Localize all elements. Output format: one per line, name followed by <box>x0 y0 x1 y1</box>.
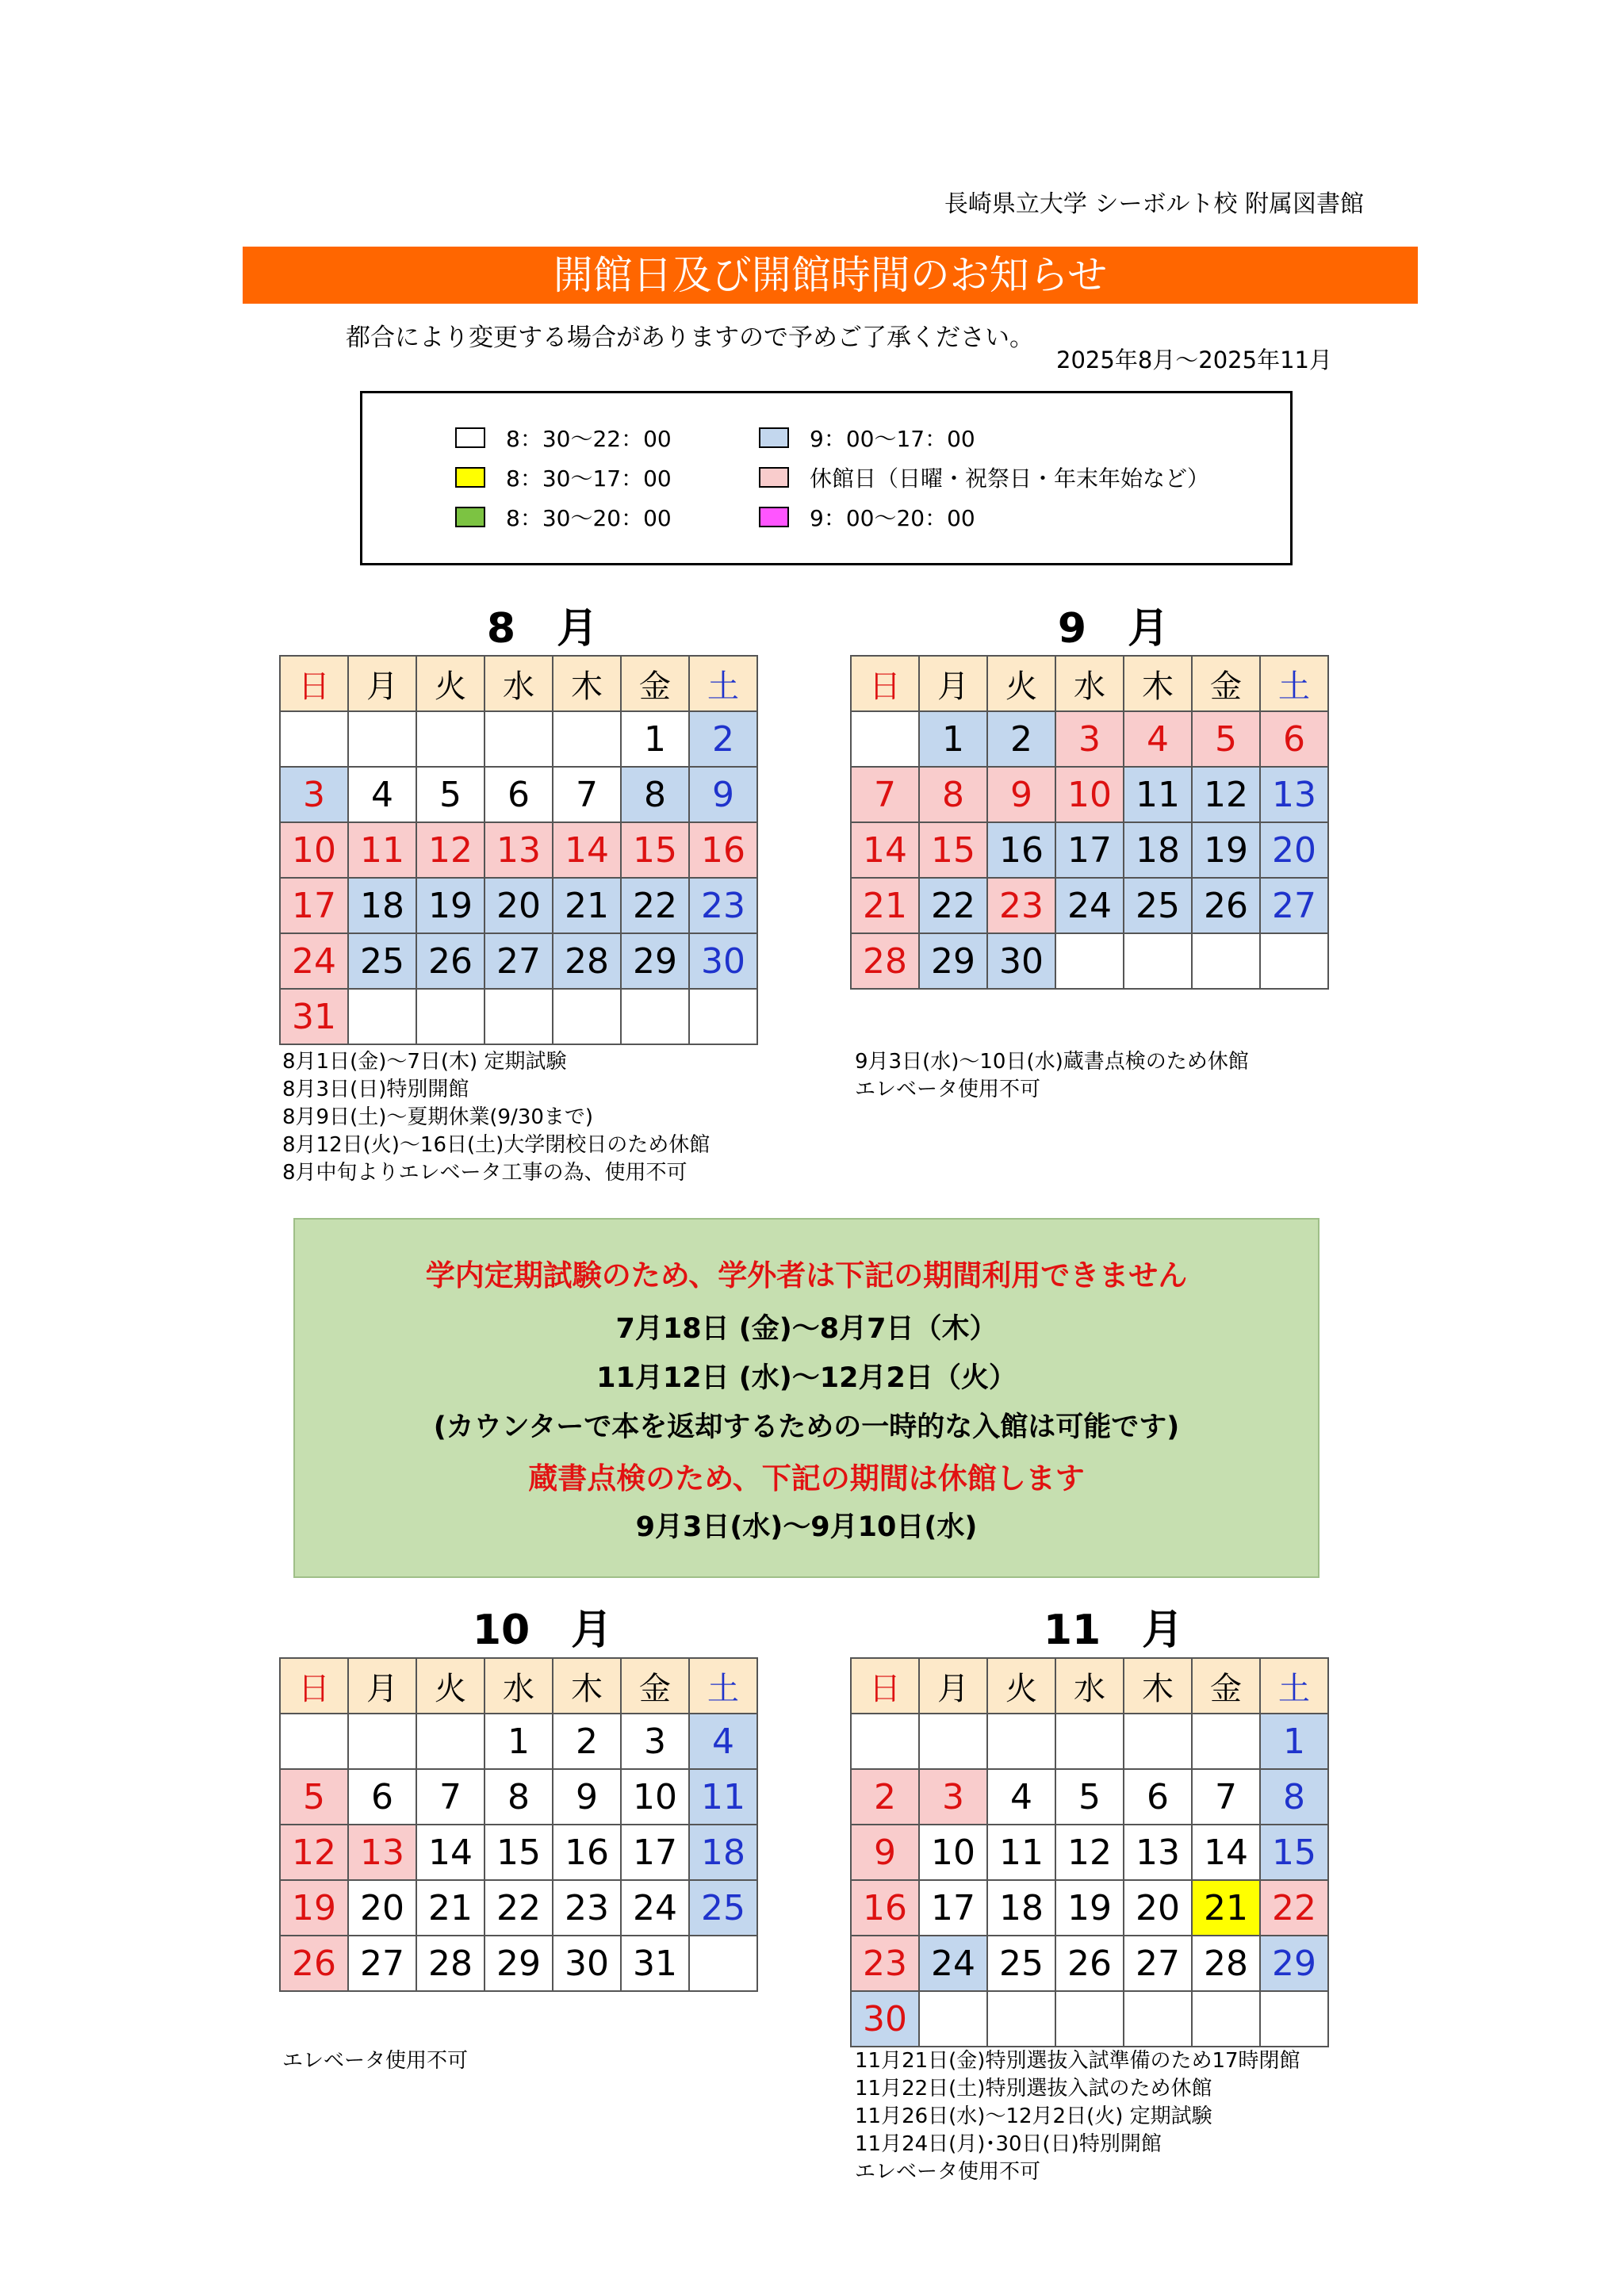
month-title-oct: 10 月 <box>472 1607 613 1654</box>
empty-day-cell <box>1055 933 1124 989</box>
day-cell: 26 <box>416 933 485 989</box>
week-row <box>280 1769 757 1825</box>
day-cell: 18 <box>689 1825 757 1880</box>
day-cell: 17 <box>280 878 348 933</box>
empty-day-cell <box>1192 933 1260 989</box>
month-title-nov: 11 月 <box>1043 1607 1184 1654</box>
day-cell: 20 <box>1260 822 1328 878</box>
note-line: 11月26日(水)〜12月2日(火) 定期試験 <box>855 2104 1212 2128</box>
day-cell: 13 <box>348 1825 416 1880</box>
day-cell: 2 <box>689 711 757 767</box>
day-cell: 16 <box>689 822 757 878</box>
day-cell: 11 <box>987 1825 1055 1880</box>
weekday-label: 月 <box>348 1658 416 1714</box>
day-cell: 12 <box>280 1825 348 1880</box>
day-cell: 29 <box>919 933 987 989</box>
empty-day-cell <box>689 989 757 1044</box>
day-cell: 25 <box>987 1936 1055 1991</box>
day-cell: 13 <box>1124 1825 1192 1880</box>
weekday-label: 月 <box>919 1658 987 1714</box>
day-cell: 23 <box>851 1936 919 1991</box>
week-row <box>280 1714 757 1769</box>
week-row <box>851 878 1328 933</box>
empty-day-cell <box>1124 1714 1192 1769</box>
day-cell: 6 <box>1260 711 1328 767</box>
weekday-label: 金 <box>621 1658 689 1714</box>
day-cell: 3 <box>1055 711 1124 767</box>
day-cell: 3 <box>919 1769 987 1825</box>
announcement-closure-period: 9月3日(水)〜9月10日(水) <box>635 1511 978 1543</box>
day-cell: 7 <box>1192 1769 1260 1825</box>
day-cell: 29 <box>485 1936 553 1991</box>
empty-day-cell <box>416 989 485 1044</box>
weekday-label: 木 <box>553 1658 621 1714</box>
day-cell: 23 <box>689 878 757 933</box>
day-cell: 25 <box>689 1880 757 1936</box>
empty-day-cell <box>485 711 553 767</box>
day-cell: 3 <box>280 767 348 822</box>
day-cell: 25 <box>348 933 416 989</box>
calendar-sep <box>850 655 1329 990</box>
week-row <box>851 1880 1328 1936</box>
legend-swatch <box>759 507 789 527</box>
week-row <box>851 767 1328 822</box>
legend-label: 8：30〜22：00 <box>506 426 672 452</box>
day-cell: 10 <box>280 822 348 878</box>
week-row <box>280 933 757 989</box>
legend-swatch <box>455 427 485 448</box>
day-cell: 12 <box>1192 767 1260 822</box>
weekday-label: 金 <box>1192 1658 1260 1714</box>
weekday-label: 火 <box>416 656 485 711</box>
day-cell: 31 <box>280 989 348 1044</box>
day-cell: 1 <box>621 711 689 767</box>
day-cell: 24 <box>621 1880 689 1936</box>
weekday-label: 木 <box>1124 1658 1192 1714</box>
day-cell: 12 <box>416 822 485 878</box>
day-cell: 10 <box>919 1825 987 1880</box>
day-cell: 13 <box>485 822 553 878</box>
day-cell: 22 <box>1260 1880 1328 1936</box>
day-cell: 20 <box>348 1880 416 1936</box>
weekday-header <box>280 1658 757 1714</box>
page-title: 開館日及び開館時間のお知らせ <box>243 247 1418 304</box>
day-cell: 25 <box>1124 878 1192 933</box>
legend-swatch <box>759 467 789 488</box>
legend-label: 8：30〜17：00 <box>506 465 672 492</box>
day-cell: 6 <box>485 767 553 822</box>
day-cell: 11 <box>348 822 416 878</box>
week-row <box>280 1880 757 1936</box>
day-cell: 24 <box>1055 878 1124 933</box>
calendar-oct <box>279 1657 758 1992</box>
library-name: 長崎県立大学 シーボルト校 附属図書館 <box>944 190 1364 218</box>
day-cell: 15 <box>485 1825 553 1880</box>
note-line: 8月1日(金)〜7日(木) 定期試験 <box>282 1050 567 1074</box>
empty-day-cell <box>689 1936 757 1991</box>
day-cell: 9 <box>689 767 757 822</box>
weekday-label: 金 <box>1192 656 1260 711</box>
day-cell: 28 <box>416 1936 485 1991</box>
day-cell: 27 <box>485 933 553 989</box>
weekday-header <box>280 656 757 711</box>
weekday-label: 土 <box>689 1658 757 1714</box>
day-cell: 24 <box>919 1936 987 1991</box>
legend-item <box>455 461 672 493</box>
day-cell: 23 <box>987 878 1055 933</box>
empty-day-cell <box>1192 1991 1260 2047</box>
day-cell: 22 <box>621 878 689 933</box>
week-row <box>280 989 757 1044</box>
notes-sep <box>855 1048 1249 1104</box>
calendar-nov <box>850 1657 1329 2047</box>
empty-day-cell <box>919 1991 987 2047</box>
month-title-aug: 8 月 <box>486 605 599 653</box>
weekday-label: 金 <box>621 656 689 711</box>
day-cell: 2 <box>553 1714 621 1769</box>
day-cell: 14 <box>416 1825 485 1880</box>
day-cell: 7 <box>416 1769 485 1825</box>
empty-day-cell <box>553 989 621 1044</box>
weekday-label: 水 <box>485 656 553 711</box>
empty-day-cell <box>485 989 553 1044</box>
day-cell: 5 <box>280 1769 348 1825</box>
day-cell: 1 <box>485 1714 553 1769</box>
week-row <box>280 822 757 878</box>
empty-day-cell <box>348 989 416 1044</box>
week-row <box>851 1825 1328 1880</box>
day-cell: 29 <box>1260 1936 1328 1991</box>
weekday-label: 月 <box>919 656 987 711</box>
day-cell: 15 <box>1260 1825 1328 1880</box>
week-row <box>851 933 1328 989</box>
weekday-label: 日 <box>280 1658 348 1714</box>
day-cell: 18 <box>1124 822 1192 878</box>
day-cell: 28 <box>553 933 621 989</box>
day-cell: 19 <box>1055 1880 1124 1936</box>
day-cell: 16 <box>553 1825 621 1880</box>
empty-day-cell <box>1260 1991 1328 2047</box>
announcement-closure-heading: 蔵書点検のため、下記の期間は休館します <box>528 1461 1085 1496</box>
announcement-heading: 学内定期試験のため、学外者は下記の期間利用できません <box>425 1258 1188 1293</box>
empty-day-cell <box>1124 933 1192 989</box>
day-cell: 1 <box>1260 1714 1328 1769</box>
day-cell: 12 <box>1055 1825 1124 1880</box>
empty-day-cell <box>416 1714 485 1769</box>
day-cell: 16 <box>987 822 1055 878</box>
empty-day-cell <box>1260 933 1328 989</box>
month-title-sep: 9 月 <box>1057 605 1170 653</box>
day-cell: 27 <box>1260 878 1328 933</box>
day-cell: 23 <box>553 1880 621 1936</box>
empty-day-cell <box>621 989 689 1044</box>
legend-label: 9：00〜17：00 <box>810 426 975 452</box>
announcement-box <box>293 1218 1320 1578</box>
day-cell: 15 <box>919 822 987 878</box>
week-row <box>851 1769 1328 1825</box>
week-row <box>851 1936 1328 1991</box>
note-line: 11月21日(金)特別選抜入試準備のため17時閉館 <box>855 2049 1300 2073</box>
legend-swatch <box>455 467 485 488</box>
empty-day-cell <box>1192 1714 1260 1769</box>
notes-aug <box>282 1048 710 1187</box>
legend-label: 休館日（日曜・祝祭日・年末年始など） <box>810 465 1210 492</box>
day-cell: 20 <box>485 878 553 933</box>
day-cell: 4 <box>348 767 416 822</box>
day-cell: 26 <box>280 1936 348 1991</box>
calendar-aug <box>279 655 758 1045</box>
note-line: 11月22日(土)特別選抜入試のため休館 <box>855 2077 1212 2101</box>
empty-day-cell <box>348 1714 416 1769</box>
empty-day-cell <box>919 1714 987 1769</box>
day-cell: 19 <box>416 878 485 933</box>
day-cell: 5 <box>1192 711 1260 767</box>
day-cell: 19 <box>280 1880 348 1936</box>
day-cell: 21 <box>851 878 919 933</box>
day-cell: 20 <box>1124 1880 1192 1936</box>
day-cell: 11 <box>1124 767 1192 822</box>
empty-day-cell <box>280 711 348 767</box>
day-cell: 18 <box>987 1880 1055 1936</box>
day-cell: 2 <box>987 711 1055 767</box>
notice-text: 都合により変更する場合がありますので予めご了承ください。 <box>346 324 1034 352</box>
week-row <box>280 767 757 822</box>
day-cell: 30 <box>553 1936 621 1991</box>
weekday-label: 水 <box>1055 1658 1124 1714</box>
day-cell: 21 <box>1192 1880 1260 1936</box>
notes-oct <box>282 2047 468 2075</box>
day-cell: 14 <box>1192 1825 1260 1880</box>
week-row <box>851 711 1328 767</box>
week-row <box>280 878 757 933</box>
day-cell: 6 <box>1124 1769 1192 1825</box>
day-cell: 26 <box>1192 878 1260 933</box>
day-cell: 14 <box>553 822 621 878</box>
legend-label: 9：00〜20：00 <box>810 505 975 531</box>
day-cell: 10 <box>1055 767 1124 822</box>
weekday-label: 火 <box>416 1658 485 1714</box>
weekday-label: 木 <box>1124 656 1192 711</box>
day-cell: 14 <box>851 822 919 878</box>
day-cell: 30 <box>987 933 1055 989</box>
day-cell: 7 <box>851 767 919 822</box>
announcement-period-1: 7月18日 (金)〜8月7日（木） <box>615 1313 998 1345</box>
week-row <box>280 711 757 767</box>
weekday-header <box>851 1658 1328 1714</box>
legend-item <box>455 422 672 454</box>
day-cell: 3 <box>621 1714 689 1769</box>
day-cell: 8 <box>919 767 987 822</box>
day-cell: 13 <box>1260 767 1328 822</box>
day-cell: 26 <box>1055 1936 1124 1991</box>
day-cell: 28 <box>1192 1936 1260 1991</box>
note-line: エレベータ使用不可 <box>855 2160 1041 2184</box>
day-cell: 1 <box>919 711 987 767</box>
note-line: 8月12日(火)〜16日(土)大学閉校日のため休館 <box>282 1133 710 1157</box>
week-row <box>851 1991 1328 2047</box>
empty-day-cell <box>851 1714 919 1769</box>
empty-day-cell <box>348 711 416 767</box>
legend-item <box>759 461 1209 493</box>
day-cell: 17 <box>919 1880 987 1936</box>
empty-day-cell <box>987 1991 1055 2047</box>
note-line: 9月3日(水)〜10日(水)蔵書点検のため休館 <box>855 1050 1249 1074</box>
note-line: 8月9日(土)〜夏期休業(9/30まで) <box>282 1105 594 1129</box>
day-cell: 8 <box>485 1769 553 1825</box>
weekday-label: 日 <box>851 656 919 711</box>
empty-day-cell <box>553 711 621 767</box>
legend-label: 8：30〜20：00 <box>506 505 672 531</box>
empty-day-cell <box>416 711 485 767</box>
note-line: 8月中旬よりエレベータ工事の為、使用不可 <box>282 1161 688 1185</box>
day-cell: 5 <box>1055 1769 1124 1825</box>
day-cell: 19 <box>1192 822 1260 878</box>
empty-day-cell <box>851 711 919 767</box>
day-cell: 28 <box>851 933 919 989</box>
empty-day-cell <box>280 1714 348 1769</box>
weekday-label: 木 <box>553 656 621 711</box>
legend-item <box>455 501 672 533</box>
day-cell: 22 <box>485 1880 553 1936</box>
day-cell: 5 <box>416 767 485 822</box>
weekday-label: 火 <box>987 1658 1055 1714</box>
day-cell: 30 <box>851 1991 919 2047</box>
weekday-label: 土 <box>1260 1658 1328 1714</box>
week-row <box>280 1825 757 1880</box>
week-row <box>851 822 1328 878</box>
weekday-label: 水 <box>485 1658 553 1714</box>
weekday-label: 日 <box>280 656 348 711</box>
day-cell: 9 <box>851 1825 919 1880</box>
weekday-label: 月 <box>348 656 416 711</box>
weekday-label: 土 <box>1260 656 1328 711</box>
day-cell: 17 <box>1055 822 1124 878</box>
day-cell: 21 <box>553 878 621 933</box>
legend-box <box>360 391 1293 565</box>
day-cell: 18 <box>348 878 416 933</box>
day-cell: 31 <box>621 1936 689 1991</box>
note-line: エレベータ使用不可 <box>855 1078 1041 1101</box>
day-cell: 2 <box>851 1769 919 1825</box>
day-cell: 29 <box>621 933 689 989</box>
day-cell: 27 <box>1124 1936 1192 1991</box>
day-cell: 4 <box>1124 711 1192 767</box>
weekday-header <box>851 656 1328 711</box>
day-cell: 22 <box>919 878 987 933</box>
day-cell: 27 <box>348 1936 416 1991</box>
notes-nov <box>855 2047 1300 2186</box>
announcement-note: (カウンターで本を返却するための一時的な入館は可能です) <box>433 1411 1180 1443</box>
day-cell: 9 <box>553 1769 621 1825</box>
legend-item <box>759 422 975 454</box>
note-line: エレベータ使用不可 <box>282 2049 469 2073</box>
weekday-label: 水 <box>1055 656 1124 711</box>
day-cell: 10 <box>621 1769 689 1825</box>
weekday-label: 日 <box>851 1658 919 1714</box>
empty-day-cell <box>1055 1991 1124 2047</box>
weekday-label: 土 <box>689 656 757 711</box>
day-cell: 9 <box>987 767 1055 822</box>
note-line: 11月24日(月)･30日(日)特別開館 <box>855 2132 1162 2156</box>
day-cell: 30 <box>689 933 757 989</box>
day-cell: 7 <box>553 767 621 822</box>
day-cell: 6 <box>348 1769 416 1825</box>
legend-swatch <box>455 507 485 527</box>
weekday-label: 火 <box>987 656 1055 711</box>
note-line: 8月3日(日)特別開館 <box>282 1078 469 1101</box>
day-cell: 11 <box>689 1769 757 1825</box>
day-cell: 8 <box>621 767 689 822</box>
legend-item <box>759 501 975 533</box>
day-cell: 21 <box>416 1880 485 1936</box>
day-cell: 8 <box>1260 1769 1328 1825</box>
week-row <box>851 1714 1328 1769</box>
day-cell: 4 <box>987 1769 1055 1825</box>
period-text: 2025年8月〜2025年11月 <box>1056 347 1332 373</box>
day-cell: 17 <box>621 1825 689 1880</box>
week-row <box>280 1936 757 1991</box>
legend-swatch <box>759 427 789 448</box>
day-cell: 4 <box>689 1714 757 1769</box>
announcement-period-2: 11月12日 (水)〜12月2日（火） <box>596 1362 1017 1394</box>
empty-day-cell <box>1124 1991 1192 2047</box>
empty-day-cell <box>1055 1714 1124 1769</box>
empty-day-cell <box>987 1714 1055 1769</box>
day-cell: 24 <box>280 933 348 989</box>
day-cell: 15 <box>621 822 689 878</box>
day-cell: 16 <box>851 1880 919 1936</box>
